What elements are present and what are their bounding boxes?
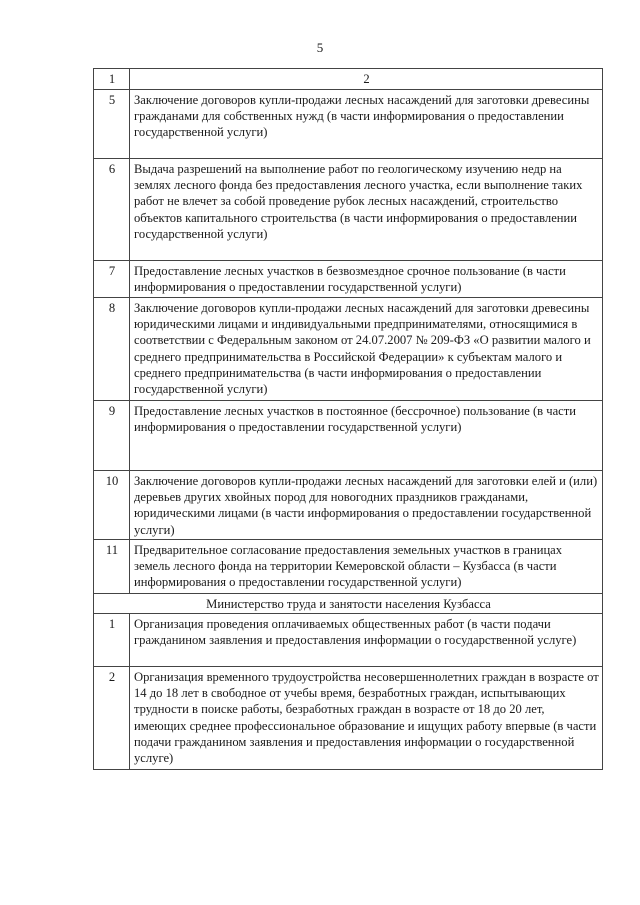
table-row [94,298,603,401]
table-row [94,159,603,261]
row-number: 2 [94,667,130,770]
row-number: 7 [94,261,130,298]
table-header-row [94,69,603,90]
row-text: Заключение договоров купли-продажи лесных насаждений для заготовки древесины юридическими лицами и индивидуальными предпринимателями, относящимися в соответствии с Федеральным законом от 24.07.2007 № 209-ФЗ «О развитии малого и среднего предпринимательства в Российской Федерации» к субъектам малого и среднего предпринимательства (в части информирования о предоставлении государственной услуги) [130,298,603,401]
row-number: 11 [94,540,130,594]
row-number: 1 [94,614,130,667]
row-text: Предварительное согласование предоставления земельных участков в границах земель лесного фонда на территории Кемеровской области – Кузбасса (в части информирования о предоставлении государственной услуги) [130,540,603,594]
table-row [94,667,603,770]
table-row [94,401,603,471]
row-text: Предоставление лесных участков в безвозмездное срочное пользование (в части информирования о предоставлении государственной услуги) [130,261,603,298]
table-row [94,471,603,540]
table-row [94,540,603,594]
row-text: Предоставление лесных участков в постоянное (бессрочное) пользование (в части информирования о предоставлении государственной услуги) [130,401,603,471]
section-header-row [94,594,603,614]
row-text: Выдача разрешений на выполнение работ по геологическому изучению недр на землях лесного фонда без предоставления лесного участка, если выполнение таких работ не влечет за собой проведение рубок лесных насаждений, строительство объектов капитального строительства (в части информирования о предоставлении государственной услуги) [130,159,603,261]
table-row [94,614,603,667]
row-number: 10 [94,471,130,540]
page-number: 5 [316,40,324,55]
services-table [93,68,603,770]
row-number: 5 [94,90,130,159]
row-text: Организация проведения оплачиваемых общественных работ (в части подачи гражданином заявления и предоставления информации о государственной услуге) [130,614,603,667]
header-col-description: 2 [130,69,603,90]
table-row [94,261,603,298]
row-text: Заключение договоров купли-продажи лесных насаждений для заготовки древесины гражданами для собственных нужд (в части информирования о предоставлении государственной услуги) [130,90,603,159]
row-text: Организация временного трудоустройства несовершеннолетних граждан в возрасте от 14 до 18 лет в свободное от учебы время, безработных граждан, испытывающих трудности в поиске работы, безработных граждан в возрасте от 18 до 20 лет, имеющих среднее профессиональное образование и ищущих работу впервые (в части подачи гражданином заявления и предоставления информации о государственной услуге) [130,667,603,770]
section-title: Министерство труда и занятости населения Кузбасса [94,594,603,614]
row-number: 8 [94,298,130,401]
table-row [94,90,603,159]
row-number: 9 [94,401,130,471]
row-text: Заключение договоров купли-продажи лесных насаждений для заготовки елей и (или) деревьев других хвойных пород для новогодних праздников гражданами, юридическими лицами (в части информирования о предоставлении государственной услуги) [130,471,603,540]
row-number: 6 [94,159,130,261]
header-col-number: 1 [94,69,130,90]
